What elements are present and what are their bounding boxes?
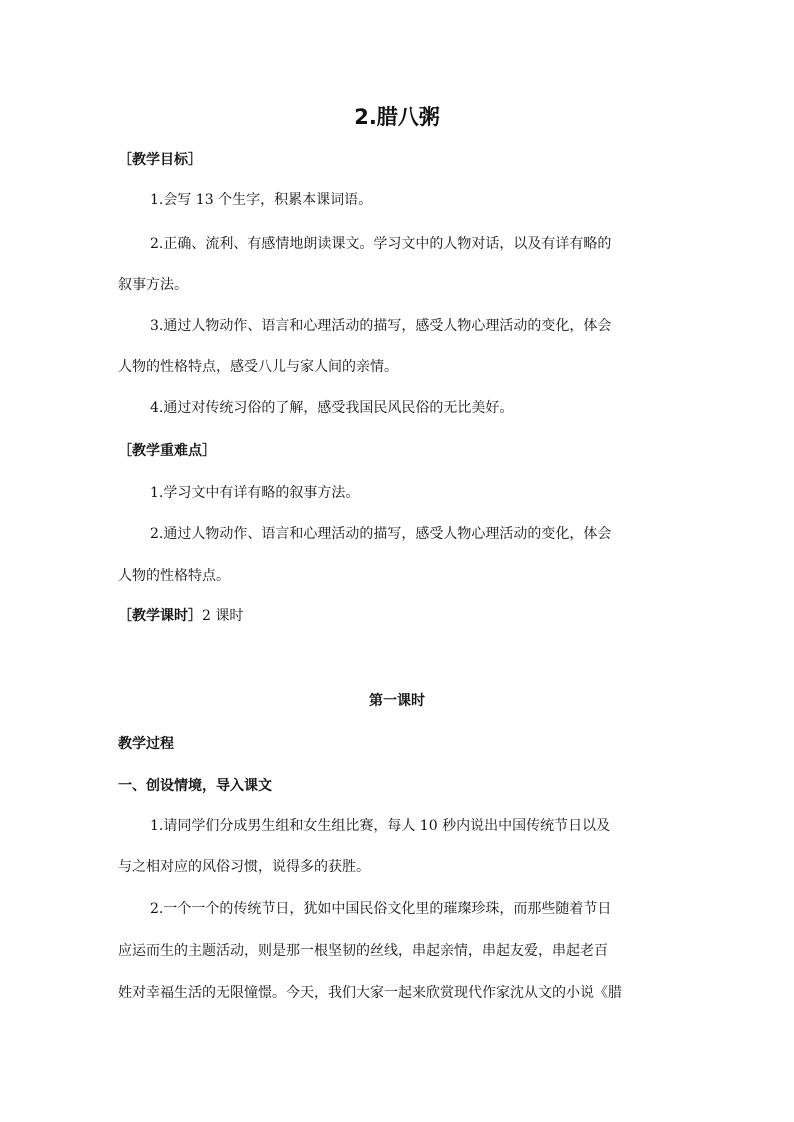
objective-item-continuation: 叙事方法。 [118, 277, 188, 293]
process-label: 教学过程 [118, 736, 174, 752]
objective-item: 2.正确、流利、有感情地朗读课文。学习文中的人物对话，以及有详有略的 [150, 236, 612, 252]
lesson-paragraph-line: 1.请同学们分成男生组和女生组比赛，每人 10 秒内说出中国传统节日以及 [150, 818, 611, 834]
class-hours-heading: ［教学课时］ [118, 608, 202, 624]
class-hours-line [118, 604, 243, 628]
document-title: 2.腊八粥 [354, 105, 440, 129]
lesson-heading: 第一课时 [369, 693, 425, 709]
key-point-item: 2.通过人物动作、语言和心理活动的描写，感受人物心理活动的变化，体会 [150, 526, 612, 542]
lesson-paragraph-line: 应运而生的主题活动，则是那一根坚韧的丝线，串起亲情，串起友爱，串起老百 [118, 943, 608, 959]
key-point-item-continuation: 人物的性格特点。 [118, 568, 230, 584]
lesson-paragraph-line: 姓对幸福生活的无限憧憬。今天，我们大家一起来欣赏现代作家沈从文的小说《腊 [118, 985, 622, 1001]
objective-item: 1.会写 13 个生字，积累本课词语。 [150, 192, 373, 208]
key-point-item: 1.学习文中有详有略的叙事方法。 [150, 485, 360, 501]
step-heading: 一、创设情境，导入课文 [118, 778, 272, 794]
key-points-heading: ［教学重难点］ [118, 443, 216, 459]
objective-item: 4.通过对传统习俗的了解，感受我国民风民俗的无比美好。 [150, 400, 514, 416]
class-hours-value: 2 课时 [202, 608, 244, 624]
objectives-heading: ［教学目标］ [118, 152, 202, 168]
objective-item: 3.通过人物动作、语言和心理活动的描写，感受人物心理活动的变化，体会 [150, 318, 612, 334]
lesson-paragraph-line: 2.一个一个的传统节日，犹如中国民俗文化里的璀璨珍珠，而那些随着节日 [150, 901, 612, 917]
objective-item-continuation: 人物的性格特点，感受八儿与家人间的亲情。 [118, 359, 398, 375]
lesson-paragraph-line: 与之相对应的风俗习惯，说得多的获胜。 [118, 859, 370, 875]
